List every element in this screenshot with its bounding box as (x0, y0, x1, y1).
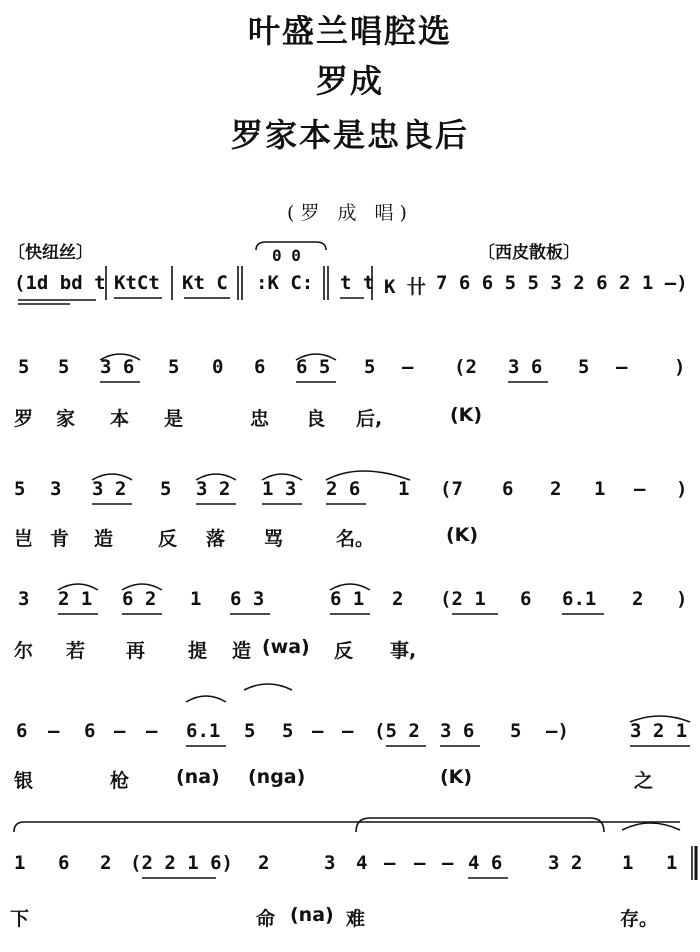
note: 3 (50, 478, 62, 500)
lyric-line-5 (0, 904, 700, 934)
note: — (634, 478, 646, 500)
lyric-line-3 (0, 636, 700, 666)
notation-line-5 (0, 852, 700, 882)
tempo-marking-right: 〔西皮散板〕 (478, 243, 580, 263)
note: — (312, 720, 324, 742)
note: 4 (356, 852, 368, 874)
note: (7 (440, 478, 463, 500)
note: — (414, 852, 426, 874)
note: (2 1 (440, 588, 486, 610)
note: 6 5 (296, 356, 331, 378)
note: — (616, 356, 628, 378)
lyric: 岂 (14, 528, 34, 550)
lyric-line-4 (0, 766, 700, 796)
lyric: 提 (188, 640, 208, 662)
lyric: 肯 (50, 528, 70, 550)
lyric: (na) (290, 904, 334, 926)
lyric: 造 (232, 640, 252, 662)
note: 6.1 (186, 720, 221, 742)
singer-note: (罗 成 唱) (287, 202, 413, 224)
lyric: 难 (346, 908, 366, 930)
note: 3 6 (440, 720, 475, 742)
lyric: 良 (306, 408, 326, 430)
lyric: 枪 (110, 770, 130, 792)
lyric: 是 (164, 408, 184, 430)
notation-line-3 (0, 588, 700, 618)
note: 6 3 (230, 588, 265, 610)
note: 2 (100, 852, 112, 874)
note: (2 2 1 6) (130, 852, 233, 874)
intro-cell: K 卄 (384, 276, 426, 298)
note: 5 (510, 720, 522, 742)
note: 5 (58, 356, 70, 378)
lyric: 本 (110, 408, 130, 430)
note: 5 (282, 720, 294, 742)
note: 2 6 (326, 478, 361, 500)
intro-cell: 7 6 6 5 5 3 2 6 2 1 —) (436, 272, 688, 294)
note: 1 (622, 852, 634, 874)
lyric: 后, (356, 408, 383, 430)
note: 2 1 (58, 588, 93, 610)
lyric-line-1 (0, 404, 700, 434)
note: 2 (550, 478, 562, 500)
note: 3 2 (92, 478, 127, 500)
note: 1 (666, 852, 678, 874)
lyric: 落 (206, 528, 226, 550)
repeat-count: 0 0 (272, 246, 301, 265)
note: 6 (520, 588, 532, 610)
note: 5 (14, 478, 26, 500)
note: 1 (398, 478, 410, 500)
lyric: 罗 (14, 408, 34, 430)
note: 3 6 (508, 356, 543, 378)
note: — (402, 356, 414, 378)
note: ) (676, 478, 688, 500)
note: 1 3 (262, 478, 297, 500)
note: — (384, 852, 396, 874)
lyric: (K) (446, 524, 479, 546)
lyric: 若 (66, 640, 86, 662)
note: 3 6 (100, 356, 135, 378)
lyric: 家 (56, 408, 76, 430)
lyric: 骂 (264, 528, 284, 550)
note: 5 (18, 356, 30, 378)
note: 6 (84, 720, 96, 742)
note: 1 (594, 478, 606, 500)
lyric: 命 (256, 908, 276, 930)
intro-cell: :K C: (256, 272, 314, 294)
lyric: (na) (176, 766, 220, 788)
note: 3 (324, 852, 336, 874)
role-name: 罗成 (315, 62, 384, 100)
note: 3 (18, 588, 30, 610)
note: 2 (258, 852, 270, 874)
notation-line-2 (0, 478, 700, 508)
note: 0 (212, 356, 224, 378)
lyric: 反 (334, 640, 354, 662)
note: 1 (190, 588, 202, 610)
lyric: 事, (390, 640, 417, 662)
note: — (114, 720, 126, 742)
note: (2 (454, 356, 477, 378)
note: ) (674, 356, 686, 378)
lyric: (K) (440, 766, 473, 788)
note: 5 (160, 478, 172, 500)
lyric: 忠 (250, 408, 270, 430)
lyric: 尔 (14, 640, 34, 662)
lyric: (wa) (262, 636, 310, 658)
note: 5 (578, 356, 590, 378)
note: 6.1 (562, 588, 597, 610)
note: 3 2 (196, 478, 231, 500)
series-title: 叶盛兰唱腔选 (247, 12, 452, 50)
note: 6 2 (122, 588, 157, 610)
note: 6 (502, 478, 514, 500)
note: 5 (244, 720, 256, 742)
note: 2 (392, 588, 404, 610)
lyric: 银 (14, 770, 34, 792)
note: ) (676, 588, 688, 610)
note: 2 (632, 588, 644, 610)
lyric-line-2 (0, 524, 700, 554)
note: 4 6 (468, 852, 503, 874)
intro-cell: Kt C (182, 272, 228, 294)
note: 5 (364, 356, 376, 378)
note: 3 2 1 (630, 720, 688, 742)
lyric: 反 (158, 528, 178, 550)
intro-cell: t t (340, 272, 375, 294)
note: 3 2 (548, 852, 583, 874)
lyric: 再 (126, 640, 146, 662)
note: 6 1 (330, 588, 365, 610)
tempo-marking-left: 〔快纽丝〕 (8, 243, 93, 263)
lyric: 之 (634, 770, 654, 792)
notation-line-1 (0, 356, 700, 386)
note: — (48, 720, 60, 742)
note: 6 (16, 720, 28, 742)
note: 1 (14, 852, 26, 874)
note: — (442, 852, 454, 874)
note: (5 2 (374, 720, 420, 742)
lyric: 存。 (620, 908, 659, 930)
lyric: (K) (450, 404, 483, 426)
notation-line-4 (0, 720, 700, 750)
note: 6 (58, 852, 70, 874)
lyric: 造 (94, 528, 114, 550)
lyric: 下 (10, 908, 30, 930)
note: 6 (254, 356, 266, 378)
note: — (342, 720, 354, 742)
aria-title: 罗家本是忠良后 (230, 116, 469, 154)
note: 5 (168, 356, 180, 378)
note: —) (546, 720, 569, 742)
intro-cell: KtCt (114, 272, 160, 294)
lyric: 名。 (336, 528, 375, 550)
note: — (146, 720, 158, 742)
lyric: (nga) (248, 766, 306, 788)
intro-cell: (1d bd t (14, 272, 106, 294)
